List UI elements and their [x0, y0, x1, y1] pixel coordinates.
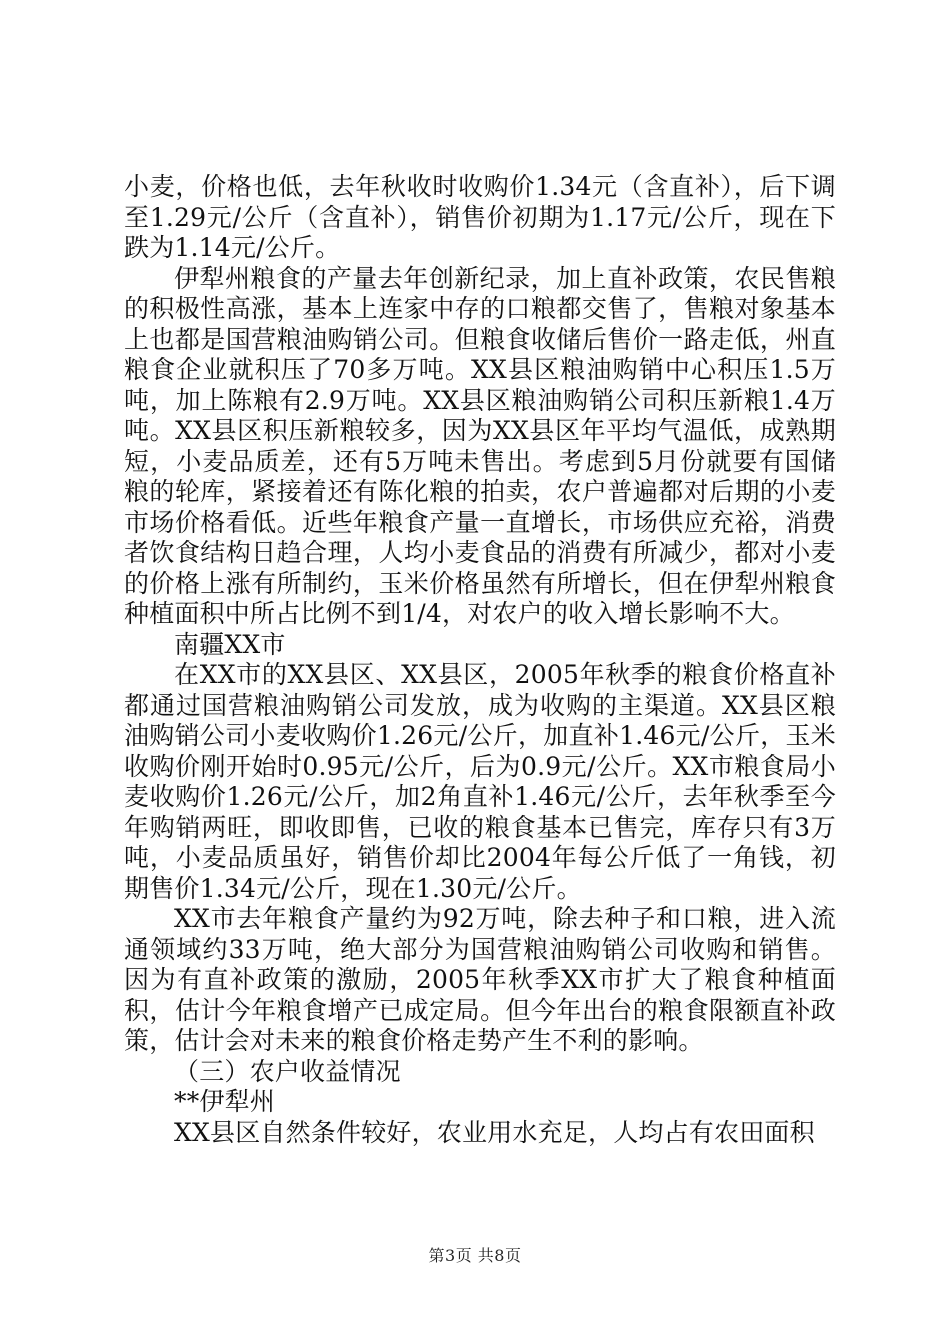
- paragraph-xx-city-subsidy: 在XX市的XX县区、XX县区，2005年秋季的粮食价格直补都通过国营粮油购销公司发放，成为收购的主渠道。XX县区粮油购销公司小麦收购价1.26元/公斤，加直补1.46元/公斤，玉米收购价刚开始时0.95元/公斤，后为0.9元/公斤。XX市粮食局小麦收购价1.26元/公斤，加2角直补1.46元/公斤，去年秋季至今年购销两旺，即收即售，已收的粮食基本已售完，库存只有3万吨，小麦品质虽好，销售价却比2004年每公斤低了一角钱，初期售价1.34元/公斤，现在1.30元/公斤。: [124, 660, 836, 903]
- paragraph-yili-grain-output: 伊犁州粮食的产量去年创新纪录，加上直补政策，农民售粮的积极性高涨，基本上连家中存的口粮都交售了，售粮对象基本上也都是国营粮油购销公司。但粮食收储后售价一路走低，州直粮食企业就积压了70多万吨。XX县区粮油购销中心积压1.5万吨，加上陈粮有2.9万吨。XX县区粮油购销公司积压新粮1.4万吨。XX县区积压新粮较多，因为XX县区年平均气温低，成熟期短，小麦品质差，还有5万吨未售出。考虑到5月份就要有国储粮的轮库，紧接着还有陈化粮的拍卖，农户普遍都对后期的小麦市场价格看低。近些年粮食产量一直增长，市场供应充裕，消费者饮食结构日趋合理，人均小麦食品的消费有所减少，都对小麦的价格上涨有所制约，玉米价格虽然有所增长，但在伊犁州粮食种植面积中所占比例不到1/4，对农户的收入增长影响不大。: [124, 263, 836, 628]
- section-heading-south-xinjiang: 南疆XX市: [174, 629, 286, 659]
- page-number-footer: 第3页 共8页: [428, 1246, 522, 1265]
- subsection-heading-yili: **伊犁州: [174, 1087, 276, 1116]
- document-body: [124, 172, 836, 1148]
- paragraph-wheat-price-continued: 小麦，价格也低，去年秋收时收购价1.34元（含直补），后下调至1.29元/公斤（含直补），销售价初期为1.17元/公斤，现在下跌为1.14元/公斤。: [124, 172, 836, 262]
- paragraph-xx-county-conditions: XX县区自然条件较好，农业用水充足，人均占有农田面积: [174, 1117, 815, 1147]
- section-heading-farmer-income: （三）农户收益情况: [174, 1056, 401, 1086]
- paragraph-xx-city-output: XX市去年粮食产量约为92万吨，除去种子和口粮，进入流通领域约33万吨，绝大部分为国营粮油购销公司收购和销售。因为有直补政策的激励，2005年秋季XX市扩大了粮食种植面积，估计今年粮食增产已成定局。但今年出台的粮食限额直补政策，估计会对未来的粮食价格走势产生不利的影响。: [124, 904, 836, 1055]
